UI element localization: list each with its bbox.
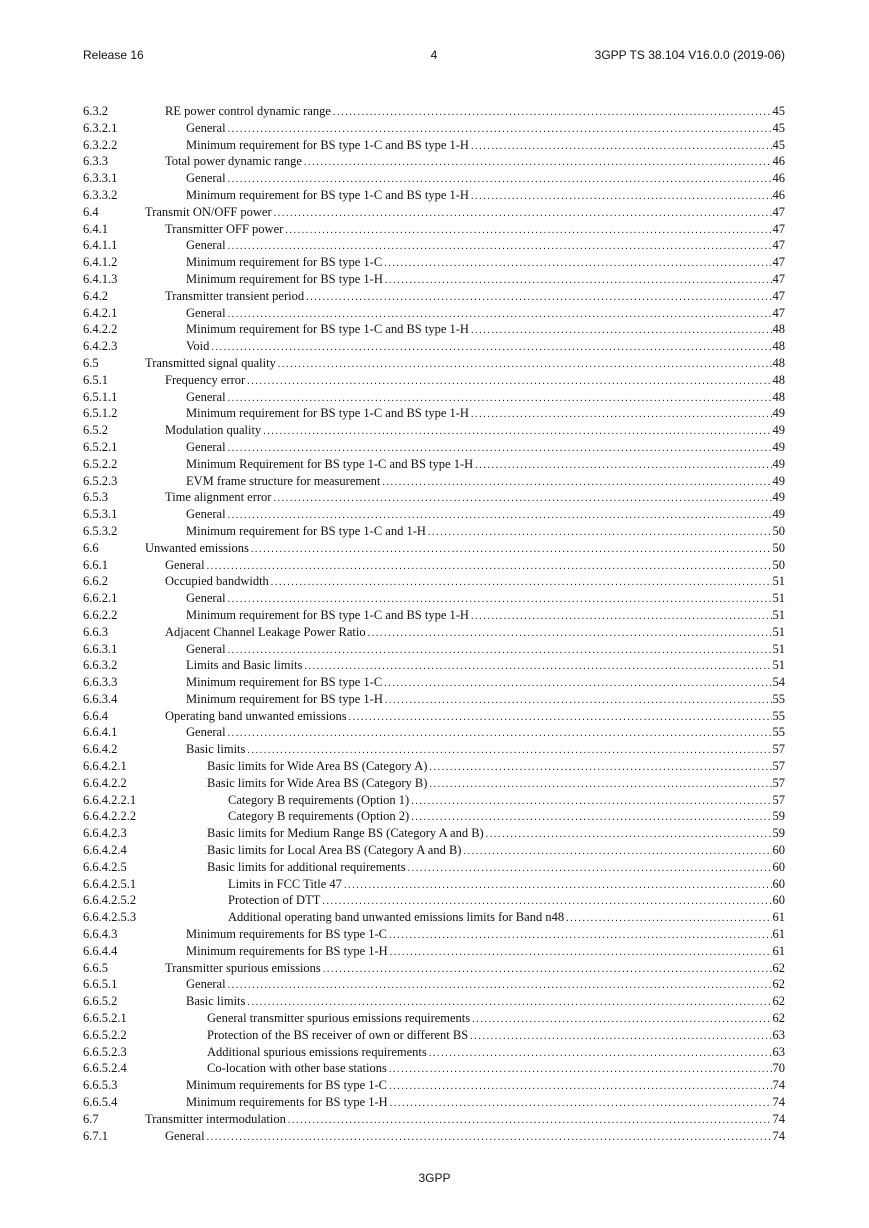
toc-entry[interactable] [83,792,785,809]
toc-page-number: 51 [772,658,785,673]
toc-entry[interactable] [83,506,785,523]
toc-page-number: 49 [772,456,785,471]
toc-page-number: 62 [772,994,785,1009]
toc-section-title: Transmitter OFF power [165,221,284,236]
toc-page-number: 51 [772,641,785,656]
toc-section-title: General [186,305,226,320]
toc-page-number: 47 [772,288,785,303]
toc-section-title: Protection of the BS receiver of own or different BS [207,1027,469,1042]
toc-section-number: 6.6.2 [83,574,108,589]
toc-section-number: 6.3.2 [83,104,108,118]
toc-entry[interactable] [83,758,785,775]
toc-section-number: 6.5.1.1 [83,389,118,404]
toc-section-number: 6.4.1.1 [83,238,118,253]
toc-page-number: 57 [772,759,785,774]
toc-section-number: 6.4.2.3 [83,339,118,354]
toc-section-title: General [186,641,226,656]
toc-entry[interactable] [83,288,785,305]
toc-entry[interactable] [83,237,785,254]
toc-section-number: 6.4.2 [83,288,108,303]
toc-page-number: 74 [772,1078,785,1093]
toc-section-title: Minimum requirement for BS type 1-C and BS type 1-H [186,322,469,337]
toc-section-number: 6.5.2.3 [83,473,118,488]
toc-section-number: 6.6.4.2.5 [83,859,127,874]
page-footer [0,1171,869,1185]
toc-section-title: Minimum requirement for BS type 1-C [186,675,383,690]
toc-section-title: Minimum requirement for BS type 1-C and BS type 1-H [186,137,469,152]
toc-page-number: 45 [772,120,785,135]
toc-section-title: General [165,1128,205,1143]
toc-page-number: 50 [772,523,785,538]
toc-page-number: 49 [772,406,785,421]
toc-section-number: 6.6.4.2.5.1 [83,876,137,891]
toc-entry[interactable] [83,1094,785,1111]
toc-page-number: 47 [772,204,785,219]
toc-section-number: 6.3.3.2 [83,187,118,202]
page-header [83,48,785,66]
toc-section-number: 6.4.1.2 [83,255,118,270]
toc-page-number: 62 [772,977,785,992]
toc-section-title: Time alignment error [165,490,272,505]
toc-section-title: Category B requirements (Option 2) [228,809,410,824]
toc-section-title: Basic limits [186,994,246,1009]
toc-entry[interactable] [83,909,785,926]
toc-section-title: General [186,171,226,186]
toc-section-number: 6.5.1 [83,372,108,387]
toc-entry[interactable] [83,876,785,893]
toc-dot-leader [207,1130,772,1147]
toc-section-number: 6.6.3.2 [83,658,118,673]
toc-section-number: 6.7 [83,1111,99,1126]
toc-section-number: 6.6.3.4 [83,691,118,706]
toc-page-number: 51 [772,574,785,589]
toc-page-number: 49 [772,423,785,438]
toc-section-title: Additional spurious emissions requirements [207,1044,427,1059]
toc-section-number: 6.6.5.3 [83,1078,118,1093]
toc-section-number: 6.6.5.4 [83,1095,118,1110]
toc-section-title: Unwanted emissions [145,540,249,555]
toc-section-number: 6.6.2.1 [83,591,118,606]
toc-page-number: 46 [772,171,785,186]
toc-entry[interactable] [83,590,785,607]
toc-section-title: Void [186,339,210,354]
toc-section-number: 6.6.5.2 [83,994,118,1009]
toc-page-number: 74 [772,1095,785,1110]
toc-entry[interactable] [83,355,785,372]
toc-section-number: 6.6.4.2.2.1 [83,792,137,807]
toc-entry-line [165,1128,785,1147]
toc-section-number: 6.6.4.4 [83,943,118,958]
toc-entry[interactable] [83,926,785,943]
toc-entry[interactable] [83,338,785,355]
toc-page-number: 62 [772,960,785,975]
toc-section-title: Minimum requirement for BS type 1-C [186,255,383,270]
toc-entry[interactable] [83,607,785,624]
toc-section-title: Transmit ON/OFF power [145,204,272,219]
toc-section-title: Category B requirements (Option 1) [228,792,410,807]
toc-section-number: 6.5 [83,355,99,370]
toc-section-title: EVM frame structure for measurement [186,473,381,488]
toc-section-title: General [186,977,226,992]
toc-section-title: Minimum requirement for BS type 1-H [186,271,383,286]
toc-entry[interactable] [83,641,785,658]
toc-page-number: 61 [772,927,785,942]
toc-page-number: 63 [772,1044,785,1059]
toc-section-title: Minimum requirements for BS type 1-H [186,1095,388,1110]
toc-entry[interactable] [83,724,785,741]
toc-section-number: 6.6.5.2.2 [83,1027,127,1042]
toc-section-title: General [186,507,226,522]
toc-section-title: Co-location with other base stations [207,1061,387,1076]
toc-entry[interactable] [83,439,785,456]
spec-identifier: 3GPP TS 38.104 V16.0.0 (2019-06) [594,48,785,62]
toc-section-number: 6.4.1 [83,221,108,236]
toc-entry[interactable] [83,221,785,238]
toc-entry[interactable] [83,1027,785,1044]
toc-page-number: 48 [772,389,785,404]
toc-entry[interactable] [83,271,785,288]
toc-entry[interactable] [83,960,785,977]
toc-section-title: Protection of DTT [228,893,321,908]
toc-page-number: 47 [772,271,785,286]
toc-section-number: 6.6.1 [83,557,108,572]
toc-section-number: 6.6.4 [83,708,108,723]
toc-section-number: 6.6.4.2.1 [83,759,127,774]
toc-section-title: Minimum requirement for BS type 1-C and 1-H [186,523,426,538]
toc-entry[interactable] [83,204,785,221]
toc-section-title: Minimum requirement for BS type 1-H [186,691,383,706]
toc-entry[interactable] [83,1010,785,1027]
toc-section-title: Frequency error [165,372,246,387]
toc-page-number: 50 [772,540,785,555]
page-number: 4 [430,48,438,62]
toc-page-number: 47 [772,305,785,320]
toc-entry[interactable] [83,1060,785,1077]
toc-section-number: 6.4.2.1 [83,305,118,320]
toc-section-title: Transmitted signal quality [145,355,276,370]
toc-page-number: 48 [772,372,785,387]
toc-section-number: 6.6.4.3 [83,927,118,942]
toc-section-number: 6.3.2.2 [83,137,118,152]
toc-section-number: 6.6.3 [83,624,108,639]
toc-section-title: Minimum requirements for BS type 1-C [186,1078,388,1093]
toc-page-number: 61 [772,910,785,925]
toc-section-number: 6.3.3 [83,154,108,169]
toc-entry[interactable] [83,993,785,1010]
toc-entry[interactable] [83,103,785,120]
toc-page-number: 51 [772,591,785,606]
toc-page-number: 74 [772,1128,785,1143]
toc-section-number: 6.6.5 [83,960,108,975]
toc-section-title: Minimum requirements for BS type 1-H [186,943,388,958]
toc-section-title: Minimum requirement for BS type 1-C and BS type 1-H [186,187,469,202]
toc-page-number: 47 [772,221,785,236]
release-label: Release 16 [83,48,144,62]
toc-section-number: 6.5.2.1 [83,439,118,454]
toc-section-number: 6.6.4.2 [83,742,118,757]
toc-page-number: 70 [772,1061,785,1076]
toc-section-number: 6.6.5.1 [83,977,118,992]
toc-section-title: Minimum requirements for BS type 1-C [186,927,388,942]
toc-entry[interactable] [83,540,785,557]
toc-page-number: 59 [772,826,785,841]
toc-section-title: Additional operating band unwanted emissions limits for Band n48 [228,910,565,925]
toc-entry[interactable] [83,943,785,960]
toc-section-title: Occupied bandwidth [165,574,269,589]
toc-section-number: 6.6.4.2.3 [83,826,127,841]
toc-section-number: 6.3.2.1 [83,120,118,135]
toc-entry[interactable] [83,170,785,187]
toc-page-number: 62 [772,1011,785,1026]
toc-entry[interactable] [83,405,785,422]
toc-entry[interactable] [83,254,785,271]
toc-page-number: 61 [772,943,785,958]
toc-section-number: 6.6.3.3 [83,675,118,690]
toc-page-number: 55 [772,691,785,706]
toc-entry[interactable] [83,305,785,322]
toc-page-number: 45 [772,137,785,152]
toc-entry[interactable] [83,1128,785,1145]
toc-section-number: 6.6.5.2.1 [83,1011,127,1026]
toc-section-number: 6.6.4.2.2 [83,775,127,790]
toc-section-number: 6.6.2.2 [83,607,118,622]
toc-page-number: 55 [772,725,785,740]
toc-section-title: Minimum requirement for BS type 1-C and BS type 1-H [186,406,469,421]
toc-page-number: 49 [772,507,785,522]
toc-entry[interactable] [83,137,785,154]
toc-entry[interactable] [83,708,785,725]
footer-label: 3GPP [418,1171,451,1185]
toc-section-number: 6.6.4.2.4 [83,843,127,858]
toc-section-number: 6.5.2.2 [83,456,118,471]
toc-entry[interactable] [83,657,785,674]
toc-section-number: 6.5.3.2 [83,523,118,538]
toc-section-title: General [186,238,226,253]
toc-section-title: Total power dynamic range [165,154,302,169]
toc-section-title: Basic limits for Medium Range BS (Category A and B) [207,826,484,841]
toc-section-title: General [186,591,226,606]
toc-page-number: 48 [772,339,785,354]
toc-section-title: General transmitter spurious emissions requirements [207,1011,471,1026]
toc-section-title: Basic limits for Local Area BS (Category A and B) [207,843,462,858]
toc-entry[interactable] [83,1044,785,1061]
toc-page-number: 59 [772,809,785,824]
toc-page-number: 57 [772,742,785,757]
toc-section-number: 6.6.4.1 [83,725,118,740]
toc-section-title: Transmitter transient period [165,288,305,303]
toc-section-number: 6.6.3.1 [83,641,118,656]
toc-page-number: 51 [772,607,785,622]
toc-entry[interactable] [83,892,785,909]
toc-page-number: 48 [772,355,785,370]
toc-entry[interactable] [83,473,785,490]
toc-section-title: Limits and Basic limits [186,658,303,673]
toc-section-number: 6.3.3.1 [83,171,118,186]
toc-page-number: 50 [772,557,785,572]
toc-section-title: General [186,725,226,740]
toc-entry[interactable] [83,691,785,708]
toc-entry[interactable] [83,523,785,540]
toc-section-title: Operating band unwanted emissions [165,708,347,723]
toc-page-number: 60 [772,859,785,874]
toc-entry[interactable] [83,808,785,825]
toc-section-title: Transmitter intermodulation [145,1111,286,1126]
toc-page-number: 45 [772,104,785,118]
toc-page-number: 49 [772,490,785,505]
toc-section-number: 6.5.1.2 [83,406,118,421]
toc-entry[interactable] [83,674,785,691]
toc-page-number: 63 [772,1027,785,1042]
toc-page-number: 49 [772,439,785,454]
toc-entry[interactable] [83,741,785,758]
toc-entry[interactable] [83,1111,785,1128]
toc-page-number: 57 [772,792,785,807]
toc-section-number: 6.6.5.2.3 [83,1044,127,1059]
toc-page-number: 74 [772,1111,785,1126]
toc-entry[interactable] [83,389,785,406]
toc-section-title: Adjacent Channel Leakage Power Ratio [165,624,366,639]
toc-page-number: 51 [772,624,785,639]
toc-section-title: Minimum requirement for BS type 1-C and BS type 1-H [186,607,469,622]
toc-entry[interactable] [83,624,785,641]
toc-section-title: General [186,439,226,454]
toc-page-number: 55 [772,708,785,723]
toc-section-number: 6.5.3 [83,490,108,505]
toc-entry[interactable] [83,825,785,842]
toc-section-title: RE power control dynamic range [165,104,331,118]
toc-section-title: Modulation quality [165,423,262,438]
toc-entry[interactable] [83,456,785,473]
toc-section-title: Transmitter spurious emissions [165,960,321,975]
toc-page-number: 60 [772,876,785,891]
toc-page-number: 60 [772,893,785,908]
toc-section-title: Basic limits [186,742,246,757]
toc-section-number: 6.6.5.2.4 [83,1061,127,1076]
toc-section-number: 6.6.4.2.5.2 [83,893,137,908]
toc-section-number: 6.6 [83,540,99,555]
toc-section-number: 6.5.3.1 [83,507,118,522]
toc-section-number: 6.4 [83,204,99,219]
toc-section-title: General [186,120,226,135]
toc-page-number: 60 [772,843,785,858]
toc-entry[interactable] [83,1077,785,1094]
toc-section-title: Basic limits for Wide Area BS (Category B) [207,775,428,790]
toc-entry[interactable] [83,842,785,859]
toc-section-number: 6.6.4.2.2.2 [83,809,137,824]
toc-section-number: 6.4.1.3 [83,271,118,286]
toc-entry[interactable] [83,187,785,204]
toc-page-number: 49 [772,473,785,488]
toc-section-title: General [165,557,205,572]
toc-section-title: Basic limits for Wide Area BS (Category A) [207,759,428,774]
toc-section-number: 6.7.1 [83,1128,108,1143]
toc-page-number: 46 [772,187,785,202]
toc-page-number: 57 [772,775,785,790]
toc-page-number: 47 [772,238,785,253]
toc-entry[interactable] [83,489,785,506]
toc-entry[interactable] [83,321,785,338]
toc-entry[interactable] [83,422,785,439]
toc-entry[interactable] [83,372,785,389]
toc-page-number: 47 [772,255,785,270]
toc-section-title: Limits in FCC Title 47 [228,876,342,891]
toc-section-title: Minimum Requirement for BS type 1-C and BS type 1-H [186,456,474,471]
toc-section-title: Basic limits for additional requirements [207,859,406,874]
toc-section-number: 6.4.2.2 [83,322,118,337]
toc-entry[interactable] [83,976,785,993]
toc-section-title: General [186,389,226,404]
toc-entry[interactable] [83,775,785,792]
toc-entry[interactable] [83,573,785,590]
toc-entry[interactable] [83,153,785,170]
table-of-contents [83,103,785,1144]
toc-page-number: 54 [772,675,785,690]
toc-section-number: 6.6.4.2.5.3 [83,910,137,925]
toc-page-number: 46 [772,154,785,169]
toc-entry[interactable] [83,859,785,876]
toc-page-number: 48 [772,322,785,337]
toc-entry[interactable] [83,557,785,574]
toc-entry[interactable] [83,120,785,137]
toc-section-number: 6.5.2 [83,423,108,438]
